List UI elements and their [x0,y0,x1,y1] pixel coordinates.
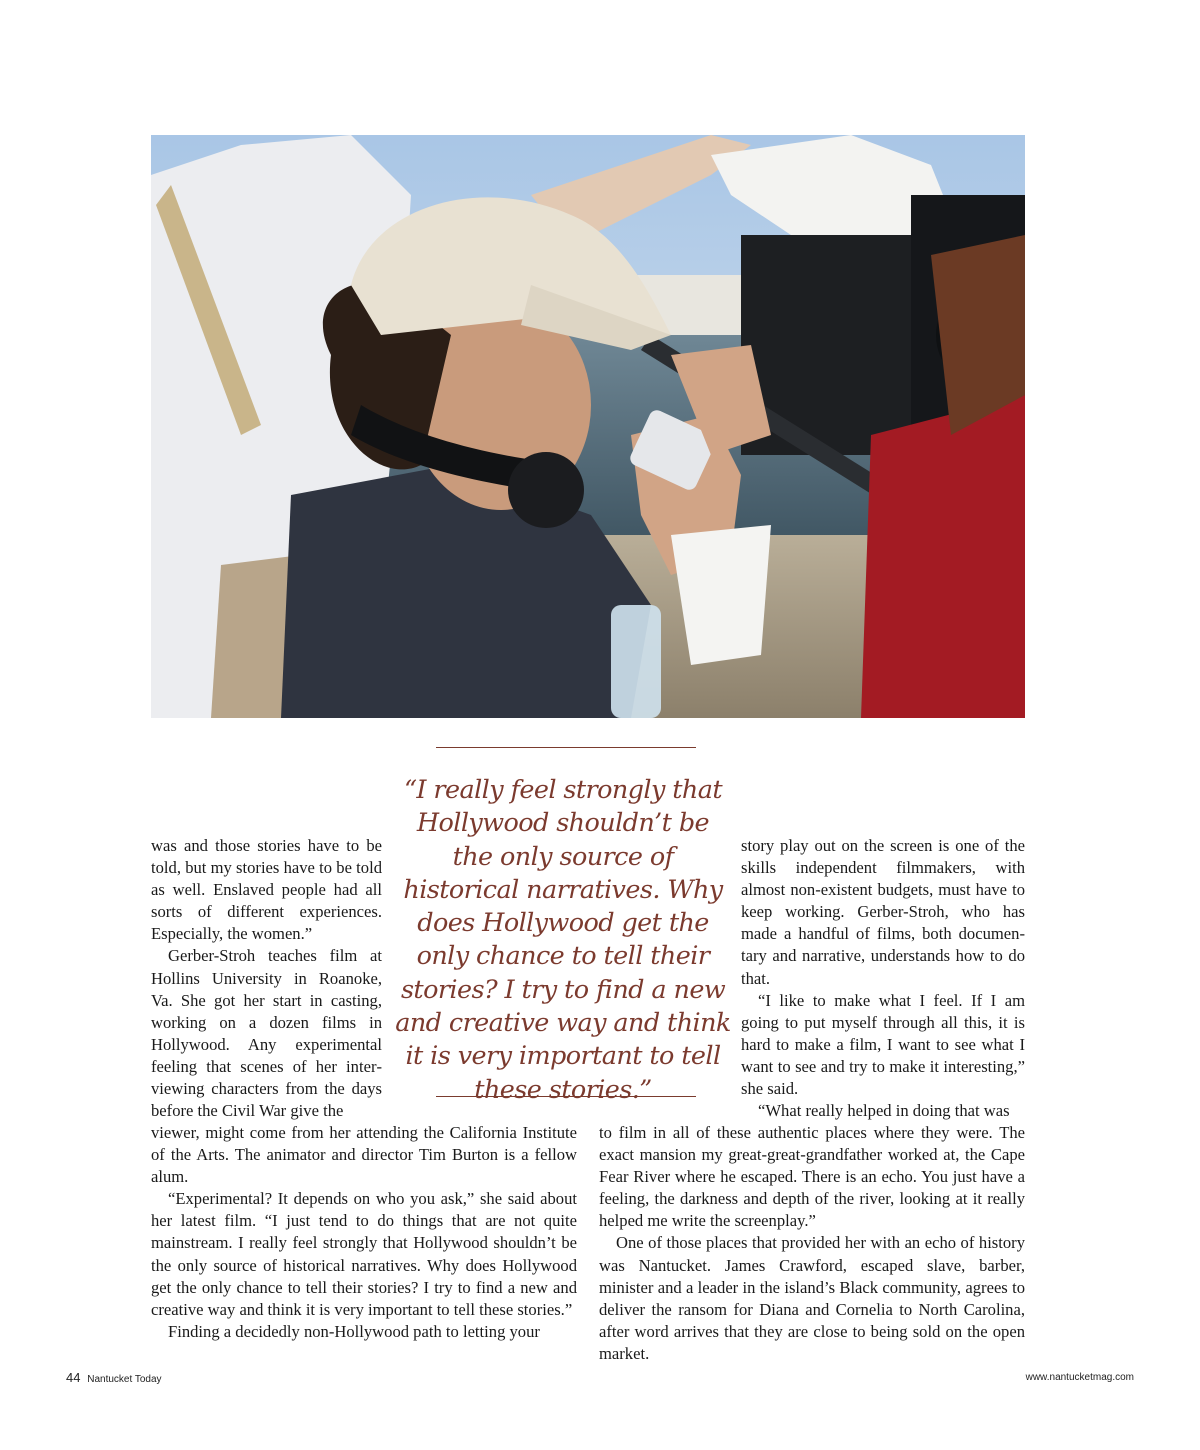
page-folio [66,1370,162,1385]
pull-quote: “I really feel strongly that Hollywood shouldn’t be the only source of historical narratives. Why does Hollywood get the only chance to tell their stories? I try to find a new and creative way and think it is very important to tell these stories.” [395,775,731,1105]
paragraph: “What really helped in doing that was [758,1101,1010,1121]
article-column-left-bottom [151,1122,577,1343]
paragraph: story play out on the screen is one of the skills independent filmmakers, with almost non-existent budgets, must have to keep working. Gerber-Stroh, who has made a handful of films, both documentary and narrative, understands how to do that. [741,836,1025,988]
publication-name: Nantucket Today [87,1374,162,1385]
paragraph: “Experimental? It depends on who you ask,” she said about her latest film. “I just tend to do things that are not quite mainstream. I really feel strongly that Hollywood shouldn’t be the only source of historical narratives. Why does Hollywood get the only chance to tell their stories? I try to find a new and creative way and think it is very important to tell these stories.” [151,1189,577,1319]
website-url: www.nantucketmag.com [1025,1372,1134,1383]
page-number: 44 [66,1370,81,1385]
paragraph: viewer, might come from her attending the California Institute of the Arts. The animator and director Tim Burton is a fellow alum. [151,1123,577,1187]
article-column-left-top [151,835,382,1122]
paragraph: to film in all of these authentic places where they were. The exact mansion my great-great-grandfather worked at, the Cape Fear River where he escaped. There is an echo. You just have a feeling, the darkness and depth of the river, looking at it really helped me write the screenplay.” [599,1123,1025,1231]
paragraph: One of those places that provided her with an echo of history was Nantucket. James Crawford, escaped slave, barber, minister and a leader in the island’s Black community, agrees to deliver the ransom for Diana and Cornelia to North Carolina, after word arrives that they are close to being sold on the open market. [599,1233,1025,1363]
paragraph: was and those stories have to be told, but my stories have to be told as well. Enslaved people had all sorts of different experiences. Especially, the women.” [151,836,382,944]
article-column-right-bottom [599,1122,1025,1365]
pullquote-bottom-rule [436,1096,696,1097]
filmmaker-photo [151,135,1025,718]
paragraph: “I like to make what I feel. If I am going to put myself through all this, it is hard to make a film, I want to see what I want to see and try to make it interesting,” she said. [741,990,1025,1099]
paragraph: Gerber-Stroh teaches film at Hollins University in Roanoke, Va. She got her start in casting, working on a dozen films in Hollywood. Any experimental feeling that scenes of her interviewing characters from the days before the Civil War give the [151,946,382,1121]
article-column-right-top [741,835,1025,1122]
paragraph: Finding a decidedly non-Hollywood path to letting your [168,1321,540,1341]
pullquote-top-rule [436,747,696,748]
article-photo [151,135,1025,718]
